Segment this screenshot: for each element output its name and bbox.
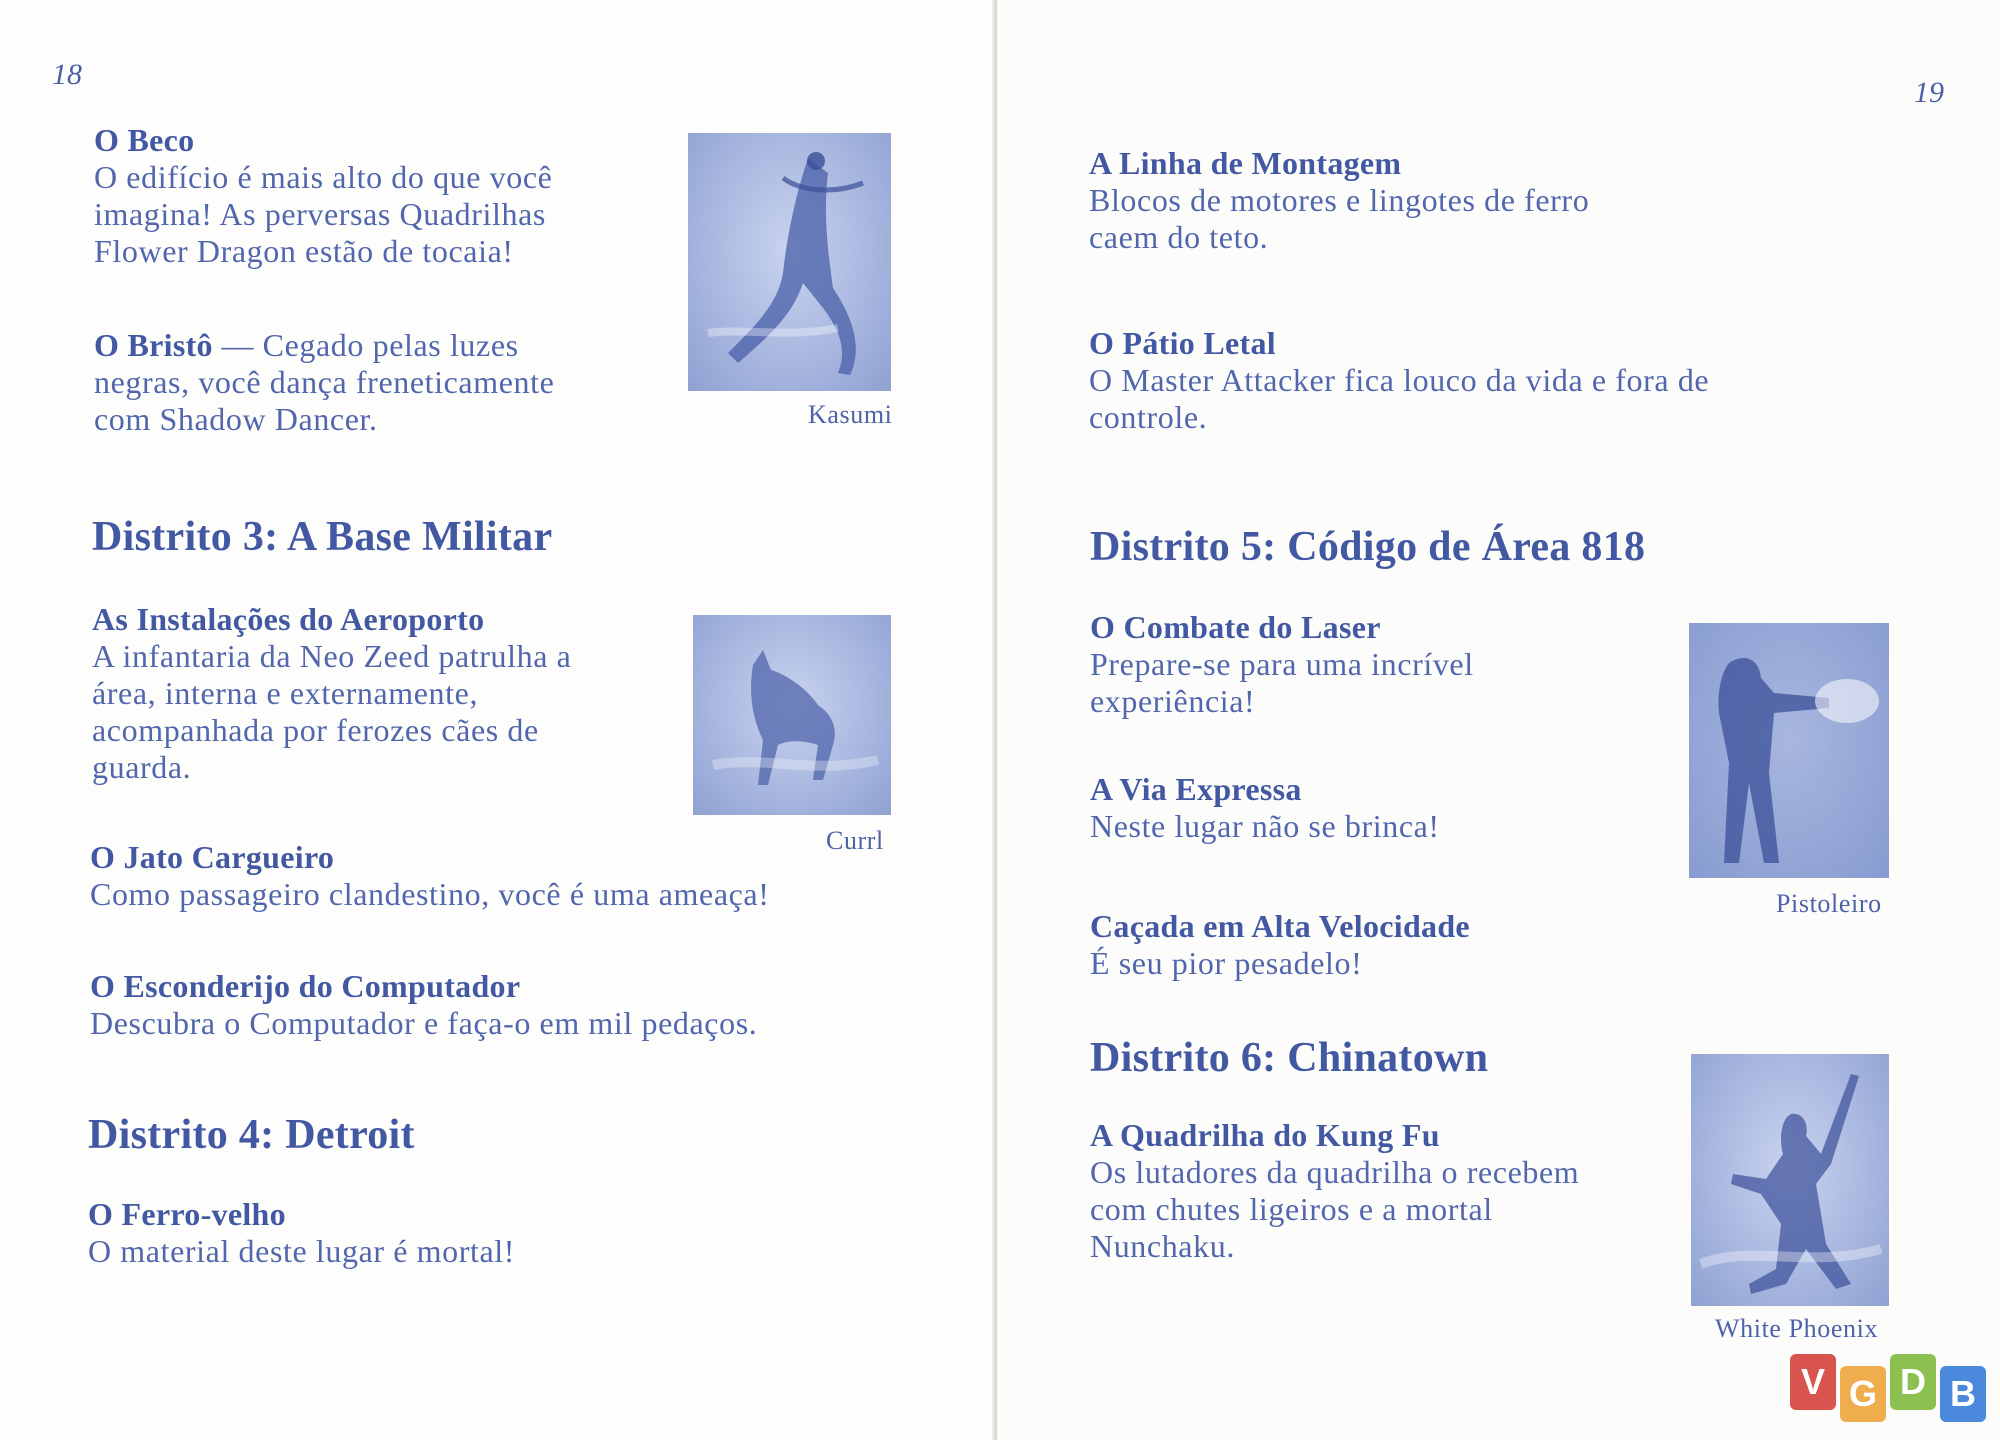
left-page bbox=[0, 0, 995, 1440]
section-esconderijo-computador bbox=[90, 968, 757, 1042]
section-title: O Jato Cargueiro bbox=[90, 839, 335, 875]
section-text-line: negras, você dança freneticamente bbox=[94, 364, 555, 400]
section-via-expressa bbox=[1090, 771, 1440, 845]
section-text-line: Como passageiro clandestino, você é uma ameaça! bbox=[90, 876, 770, 912]
section-o-beco bbox=[94, 122, 552, 270]
section-title: A Via Expressa bbox=[1090, 771, 1302, 807]
section-text-line: experiência! bbox=[1090, 683, 1256, 719]
section-title: O Ferro-velho bbox=[88, 1196, 286, 1232]
section-title: O Bristô bbox=[94, 327, 213, 363]
section-text-line: O material deste lugar é mortal! bbox=[88, 1233, 516, 1269]
district-4-heading bbox=[88, 1110, 415, 1160]
white-phoenix-illustration bbox=[1691, 1054, 1889, 1306]
caption-pistoleiro: Pistoleiro bbox=[1776, 889, 1882, 918]
section-title-line bbox=[94, 327, 554, 364]
section-text-line: com Shadow Dancer. bbox=[94, 401, 378, 437]
district-title: Distrito 6: Chinatown bbox=[1090, 1035, 1489, 1081]
section-instalacoes-aeroporto bbox=[92, 601, 571, 786]
section-text-line: O edifício é mais alto do que você bbox=[94, 159, 553, 195]
section-title: O Pátio Letal bbox=[1089, 325, 1276, 361]
section-text-line: guarda. bbox=[92, 749, 192, 785]
kung-fu-fighter-figure-icon bbox=[1691, 1054, 1889, 1306]
district-title: Distrito 5: Código de Área 818 bbox=[1090, 524, 1646, 570]
section-text-inline: — Cegado pelas luzes bbox=[212, 327, 519, 363]
ninja-woman-figure-icon bbox=[688, 133, 891, 391]
section-title: O Beco bbox=[94, 122, 195, 158]
section-title: As Instalações do Aeroporto bbox=[92, 601, 485, 637]
section-cacada-alta-velocidade bbox=[1090, 908, 1470, 982]
section-title: Caçada em Alta Velocidade bbox=[1090, 908, 1470, 944]
section-text-line: acompanhada por ferozes cães de bbox=[92, 712, 539, 748]
section-combate-laser bbox=[1090, 609, 1474, 720]
section-text-line: Flower Dragon estão de tocaia! bbox=[94, 233, 514, 269]
section-text-line: A infantaria da Neo Zeed patrulha a bbox=[92, 638, 572, 674]
section-text-line: controle. bbox=[1089, 399, 1208, 435]
dog-figure-icon bbox=[693, 615, 891, 815]
section-jato-cargueiro bbox=[90, 839, 770, 913]
district-5-heading bbox=[1090, 522, 1645, 572]
section-text-line: imagina! As perversas Quadrilhas bbox=[94, 196, 546, 232]
section-text-line: com chutes ligeiros e a mortal bbox=[1090, 1191, 1493, 1227]
gunman-figure-icon bbox=[1689, 623, 1889, 878]
section-text-line: Blocos de motores e lingotes de ferro bbox=[1089, 182, 1590, 218]
currl-illustration bbox=[693, 615, 891, 815]
section-patio-letal bbox=[1089, 325, 1709, 436]
section-title: A Linha de Montagem bbox=[1089, 145, 1402, 181]
right-page bbox=[997, 0, 2000, 1440]
section-text-line: Prepare-se para uma incrível bbox=[1090, 646, 1474, 682]
district-title: Distrito 3: A Base Militar bbox=[92, 514, 553, 560]
section-title: A Quadrilha do Kung Fu bbox=[1090, 1117, 1440, 1153]
section-text-line: Nunchaku. bbox=[1090, 1228, 1235, 1264]
section-text-line: É seu pior pesadelo! bbox=[1090, 945, 1363, 981]
district-6-heading bbox=[1090, 1033, 1488, 1083]
kasumi-illustration bbox=[688, 133, 891, 391]
logo-letter: D bbox=[1890, 1354, 1936, 1410]
logo-letter: G bbox=[1840, 1366, 1886, 1422]
caption-currl: Currl bbox=[826, 826, 884, 855]
section-title: O Combate do Laser bbox=[1090, 609, 1381, 645]
section-o-bristo bbox=[94, 327, 554, 438]
logo-letter: B bbox=[1940, 1366, 1986, 1422]
section-text-line: Neste lugar não se brinca! bbox=[1090, 808, 1440, 844]
section-ferro-velho bbox=[88, 1196, 515, 1270]
section-title: O Esconderijo do Computador bbox=[90, 968, 521, 1004]
district-title: Distrito 4: Detroit bbox=[88, 1112, 415, 1158]
section-text-line: caem do teto. bbox=[1089, 219, 1269, 255]
caption-kasumi: Kasumi bbox=[808, 400, 893, 429]
section-linha-montagem bbox=[1089, 145, 1589, 256]
logo-letter: V bbox=[1790, 1354, 1836, 1410]
section-quadrilha-kung-fu bbox=[1090, 1117, 1579, 1265]
district-3-heading bbox=[92, 512, 552, 562]
section-text-line: Os lutadores da quadrilha o recebem bbox=[1090, 1154, 1580, 1190]
section-text-line: Descubra o Computador e faça-o em mil pedaços. bbox=[90, 1005, 758, 1041]
section-text-line: O Master Attacker fica louco da vida e fora de bbox=[1089, 362, 1710, 398]
pistoleiro-illustration bbox=[1689, 623, 1889, 878]
caption-white-phoenix: White Phoenix bbox=[1715, 1314, 1879, 1343]
page-number-right: 19 bbox=[1914, 76, 1944, 109]
section-text-line: área, interna e externamente, bbox=[92, 675, 479, 711]
page-number-left: 18 bbox=[52, 58, 82, 91]
